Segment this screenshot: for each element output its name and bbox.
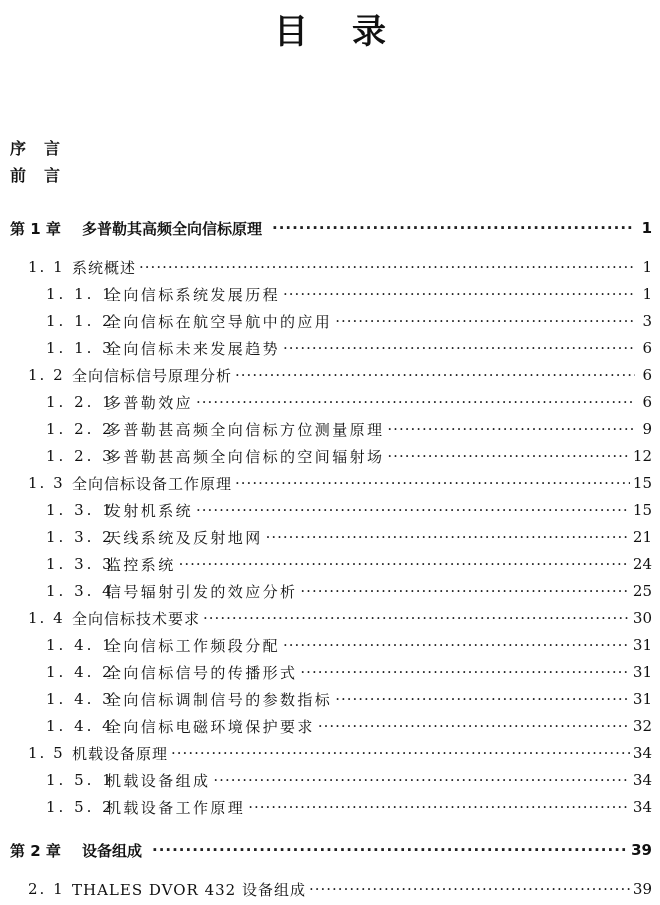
toc-entry-number: 1. 4 xyxy=(28,609,65,627)
dot-leader xyxy=(235,474,630,492)
toc-entry-title: 机载设备工作原理 xyxy=(106,798,246,817)
toc-entry-title: 全向信标在航空导航中的应用 xyxy=(106,312,333,331)
toc-entry-number: 1. 1. 1 xyxy=(46,285,115,303)
toc-page-number: 31 xyxy=(632,636,652,654)
dot-leader xyxy=(335,690,630,708)
toc-entry-number: 1. 1. 3 xyxy=(46,339,115,357)
foreword-entry[interactable]: 前言 xyxy=(10,166,79,185)
toc-page-number: 1 xyxy=(641,219,652,237)
toc-subsection-row[interactable] xyxy=(0,525,652,549)
toc-page-number: 15 xyxy=(632,474,652,492)
toc-section-row[interactable] xyxy=(0,363,652,387)
dot-leader xyxy=(139,258,635,276)
toc-entry-number: 1. 4. 2 xyxy=(46,663,115,681)
toc-page-number: 21 xyxy=(632,528,652,546)
toc-entry-title: 多普勒效应 xyxy=(106,393,194,412)
toc-entry-number: 1. 3 xyxy=(28,474,65,492)
dot-leader xyxy=(387,420,635,438)
dot-leader xyxy=(171,744,630,762)
toc-subsection-row[interactable] xyxy=(0,444,652,468)
dot-leader xyxy=(152,841,628,859)
toc-page-number: 1 xyxy=(642,258,652,276)
toc-page-number: 1 xyxy=(642,285,652,303)
toc-subsection-row[interactable] xyxy=(0,714,652,738)
toc-entry-number: 1. 3. 3 xyxy=(46,555,115,573)
toc-entry-title: 信号辐射引发的效应分析 xyxy=(106,582,298,601)
toc-page-number: 39 xyxy=(632,880,652,898)
toc-subsection-row[interactable] xyxy=(0,390,652,414)
toc-entry-title: 全向信标调制信号的参数指标 xyxy=(106,690,333,709)
dot-leader xyxy=(300,663,630,681)
dot-leader xyxy=(203,609,630,627)
toc-entry-number: 1. 4. 3 xyxy=(46,690,115,708)
toc-page-number: 6 xyxy=(642,339,652,357)
page-title: 目录 xyxy=(274,12,430,52)
toc-entry-title: 全向信标信号的传播形式 xyxy=(106,663,298,682)
toc-subsection-row[interactable] xyxy=(0,498,652,522)
toc-page-number: 31 xyxy=(632,690,652,708)
dot-leader xyxy=(272,219,635,237)
toc-page-number: 34 xyxy=(632,771,652,789)
toc-page-number: 3 xyxy=(642,312,652,330)
toc-entry-number: 1. 2. 3 xyxy=(46,447,115,465)
dot-leader xyxy=(318,717,630,735)
toc-page-number: 34 xyxy=(632,798,652,816)
toc-section-row[interactable] xyxy=(0,877,652,901)
toc-subsection-row[interactable] xyxy=(0,309,652,333)
dot-leader xyxy=(196,393,635,411)
toc-subsection-row[interactable] xyxy=(0,552,652,576)
toc-entry-title: 机载设备原理 xyxy=(72,744,169,763)
dot-leader xyxy=(213,771,630,789)
toc-entry-title: 监控系统 xyxy=(106,555,176,574)
toc-section-row[interactable] xyxy=(0,741,652,765)
toc-entry-number: 1. 2. 2 xyxy=(46,420,115,438)
toc-page-number: 25 xyxy=(632,582,652,600)
toc-chapter-row[interactable] xyxy=(0,838,652,862)
toc-entry-number: 1. 2. 1 xyxy=(46,393,115,411)
dot-leader xyxy=(196,501,630,519)
toc-entry-number: 1. 4. 1 xyxy=(46,636,115,654)
toc-subsection-row[interactable] xyxy=(0,579,652,603)
dot-leader xyxy=(283,636,630,654)
toc-section-row[interactable] xyxy=(0,255,652,279)
dot-leader xyxy=(300,582,630,600)
toc-page-number: 39 xyxy=(631,841,652,859)
toc-subsection-row[interactable] xyxy=(0,336,652,360)
toc-entry-title: 全向信标技术要求 xyxy=(72,609,201,628)
toc-page-number: 12 xyxy=(632,447,652,465)
toc-subsection-row[interactable] xyxy=(0,417,652,441)
toc-page-number: 15 xyxy=(632,501,652,519)
toc-entry-title: 全向信标电磁环境保护要求 xyxy=(106,717,315,736)
toc-entry-title: THALES DVOR 432 设备组成 xyxy=(72,880,306,899)
toc-page-number: 31 xyxy=(632,663,652,681)
toc-entry-title: 全向信标信号原理分析 xyxy=(72,366,233,385)
dot-leader xyxy=(266,528,630,546)
dot-leader xyxy=(283,285,635,303)
toc-subsection-row[interactable] xyxy=(0,795,652,819)
toc-page-number: 34 xyxy=(632,744,652,762)
toc-entry-number: 第 1 章 xyxy=(10,219,61,238)
toc-entry-number: 1. 3. 2 xyxy=(46,528,115,546)
dot-leader xyxy=(235,366,635,384)
toc-entry-number: 2. 1 xyxy=(28,880,65,898)
toc-entry-title: 天线系统及反射地网 xyxy=(106,528,263,547)
toc-entry-title: 多普勒其高频全向信标原理 xyxy=(82,219,263,238)
toc-page-number: 24 xyxy=(632,555,652,573)
preface-entry[interactable]: 序言 xyxy=(10,139,79,158)
dot-leader xyxy=(179,555,630,573)
toc-chapter-row[interactable] xyxy=(0,216,652,240)
toc-subsection-row[interactable] xyxy=(0,768,652,792)
toc-entry-number: 1. 1. 2 xyxy=(46,312,115,330)
toc-subsection-row[interactable] xyxy=(0,687,652,711)
toc-entry-number: 1. 2 xyxy=(28,366,65,384)
dot-leader xyxy=(283,339,635,357)
toc-entry-title: 机载设备组成 xyxy=(106,771,211,790)
toc-entry-number: 1. 5 xyxy=(28,744,65,762)
dot-leader xyxy=(309,880,630,898)
toc-entry-title: 设备组成 xyxy=(82,841,143,860)
toc-entry-title: 发射机系统 xyxy=(106,501,194,520)
toc-entry-number: 1. 4. 4 xyxy=(46,717,115,735)
toc-entry-title: 系统概述 xyxy=(72,258,137,277)
toc-subsection-row[interactable] xyxy=(0,633,652,657)
toc-entry-number: 1. 5. 2 xyxy=(46,798,115,816)
dot-leader xyxy=(387,447,630,465)
toc-subsection-row[interactable] xyxy=(0,282,652,306)
toc-entry-title: 全向信标工作频段分配 xyxy=(106,636,281,655)
dot-leader xyxy=(335,312,635,330)
toc-entry-title: 全向信标系统发展历程 xyxy=(106,285,281,304)
toc-section-row[interactable] xyxy=(0,606,652,630)
toc-entry-title: 多普勒甚高频全向信标方位测量原理 xyxy=(106,420,385,439)
toc-entry-number: 第 2 章 xyxy=(10,841,61,860)
toc-page-number: 6 xyxy=(642,393,652,411)
toc-entry-title: 全向信标设备工作原理 xyxy=(72,474,233,493)
toc-page-number: 30 xyxy=(632,609,652,627)
toc-page-number: 6 xyxy=(642,366,652,384)
toc-entry-number: 1. 3. 1 xyxy=(46,501,115,519)
toc-entry-number: 1. 5. 1 xyxy=(46,771,115,789)
toc-page-number: 9 xyxy=(642,420,652,438)
toc-entry-title: 全向信标未来发展趋势 xyxy=(106,339,281,358)
toc-subsection-row[interactable] xyxy=(0,660,652,684)
toc-entry-title: 多普勒甚高频全向信标的空间辐射场 xyxy=(106,447,385,466)
toc-entry-number: 1. 3. 4 xyxy=(46,582,115,600)
toc-section-row[interactable] xyxy=(0,471,652,495)
toc-page-number: 32 xyxy=(632,717,652,735)
toc-entry-number: 1. 1 xyxy=(28,258,65,276)
dot-leader xyxy=(248,798,630,816)
